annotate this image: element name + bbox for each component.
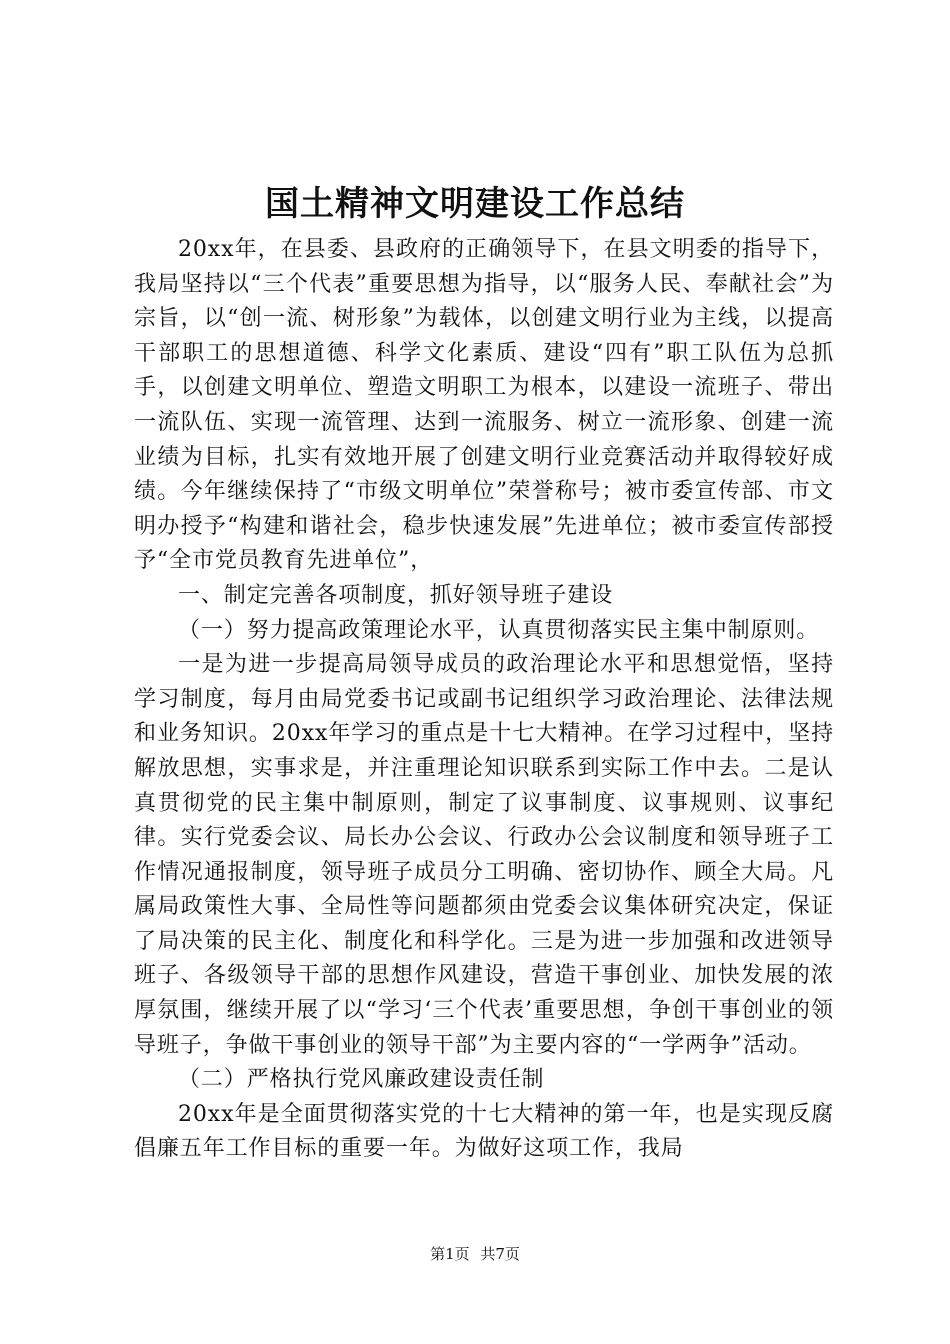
- subsection-heading-1: （一）努力提高政策理论水平，认真贯彻落实民主集中制原则。: [178, 617, 820, 643]
- page-number: 第1页: [430, 1245, 470, 1263]
- subsection-heading-2: （二）严格执行党风廉政建设责任制: [178, 1067, 545, 1093]
- page-footer: [0, 1243, 950, 1265]
- document-body: [134, 233, 834, 1167]
- paragraph-intro: 20xx年，在县委、县政府的正确领导下，在县文明委的指导下，我局坚持以“三个代表”重要思想为指导，以“服务人民、奉献社会”为宗旨，以“创一流、树形象”为载体，以创建文明行业为主线，以提高干部职工的思想道德、科学文化素质、建设“四有”职工队伍为总抓手，以创建文明单位、塑造文明职工为根本，以建设一流班子、带出一流队伍、实现一流管理、达到一流服务、树立一流形象、创建一流业绩为目标，扎实有效地开展了创建文明行业竞赛活动并取得较好成绩。今年继续保持了“市级文明单位”荣誉称号；被市委宣传部、市文明办授予“构建和谐社会，稳步快速发展”先进单位；被市委宣传部授予“全市党员教育先进单位”，: [134, 237, 834, 574]
- document-title: 国土精神文明建设工作总结: [265, 184, 685, 224]
- paragraph-study: 一是为进一步提高局领导成员的政治理论水平和思想觉悟，坚持学习制度，每月由局党委书记或副书记组织学习政治理论、法律法规和业务知识。20xx年学习的重点是十七大精神。在学习过程中，坚持解放思想，实事求是，并注重理论知识联系到实际工作中去。二是认真贯彻党的民主集中制原则，制定了议事制度、议事规则、议事纪律。实行党委会议、局长办公会议、行政办公会议制度和领导班子工作情况通报制度，领导班子成员分工明确、密切协作、顾全大局。凡属局政策性大事、全局性等问题都须由党委会议集体研究决定，保证了局决策的民主化、制度化和科学化。三是为进一步加强和改进领导班子、各级领导干部的思想作风建设，营造干事创业、加快发展的浓厚氛围，继续开展了以“学习‘三个代表’重要思想，争创干事创业的领导班子，争做干事创业的领导干部”为主要内容的“一学两争”活动。: [134, 652, 834, 1058]
- paragraph-anticorruption: 20xx年是全面贯彻落实党的十七大精神的第一年，也是实现反腐倡廉五年工作目标的重要一年。为做好这项工作，我局: [134, 1101, 834, 1162]
- page-total: 共7页: [480, 1245, 520, 1263]
- section-heading-1: 一、制定完善各项制度，抓好领导班子建设: [178, 582, 614, 608]
